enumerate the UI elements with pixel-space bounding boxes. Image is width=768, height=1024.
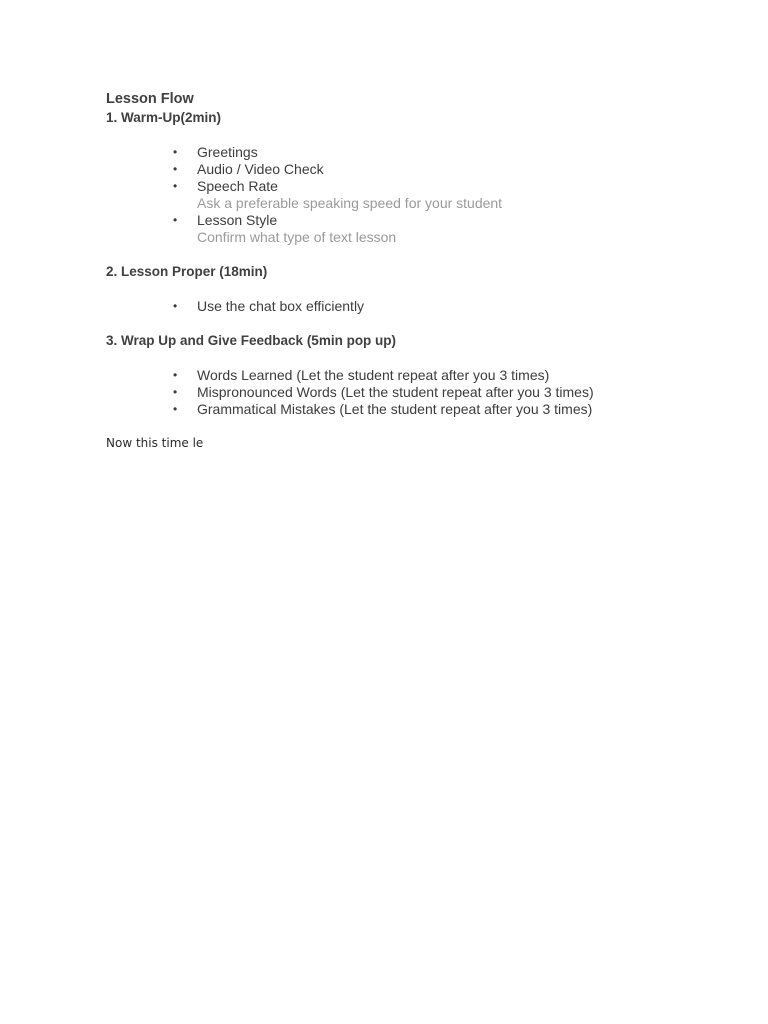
list-item-note: Confirm what type of text lesson [197, 229, 397, 245]
section-heading-wrap-up: 3. Wrap Up and Give Feedback (5min pop up) [106, 333, 397, 348]
bullet-icon: • [173, 145, 178, 159]
list-item-text: Speech Rate [197, 178, 278, 194]
bullet-icon: • [173, 385, 178, 399]
list-item [106, 161, 726, 178]
bullet-icon: • [173, 213, 178, 227]
list-item-text: Use the chat box efficiently [197, 298, 365, 314]
bullet-icon: • [173, 368, 178, 382]
bullet-icon: • [173, 162, 178, 176]
section-heading-lesson-proper: 2. Lesson Proper (18min) [106, 264, 268, 279]
section-heading-warm-up: 1. Warm-Up(2min) [106, 110, 222, 125]
list-item-text: Words Learned (Let the student repeat after you 3 times) [197, 367, 550, 383]
document-title: Lesson Flow [106, 91, 194, 107]
list-item-text: Lesson Style [197, 212, 278, 228]
list-item [106, 212, 726, 246]
document-page [106, 90, 726, 451]
bullet-icon: • [173, 179, 178, 193]
bullet-icon: • [173, 402, 178, 416]
lesson-proper-list [106, 298, 726, 315]
list-item-text: Greetings [197, 144, 258, 160]
wrap-up-list [106, 367, 726, 418]
list-item [106, 178, 726, 212]
warm-up-list [106, 144, 726, 246]
bullet-icon: • [173, 299, 178, 313]
list-item [106, 367, 726, 384]
list-item [106, 384, 726, 401]
list-item [106, 144, 726, 161]
list-item-text: Grammatical Mistakes (Let the student repeat after you 3 times) [197, 401, 593, 417]
list-item [106, 298, 726, 315]
list-item-text: Audio / Video Check [197, 161, 324, 177]
list-item-note: Ask a preferable speaking speed for your student [197, 195, 503, 211]
list-item [106, 401, 726, 418]
trailing-text: Now this time le [106, 436, 204, 450]
list-item-text: Mispronounced Words (Let the student repeat after you 3 times) [197, 384, 594, 400]
